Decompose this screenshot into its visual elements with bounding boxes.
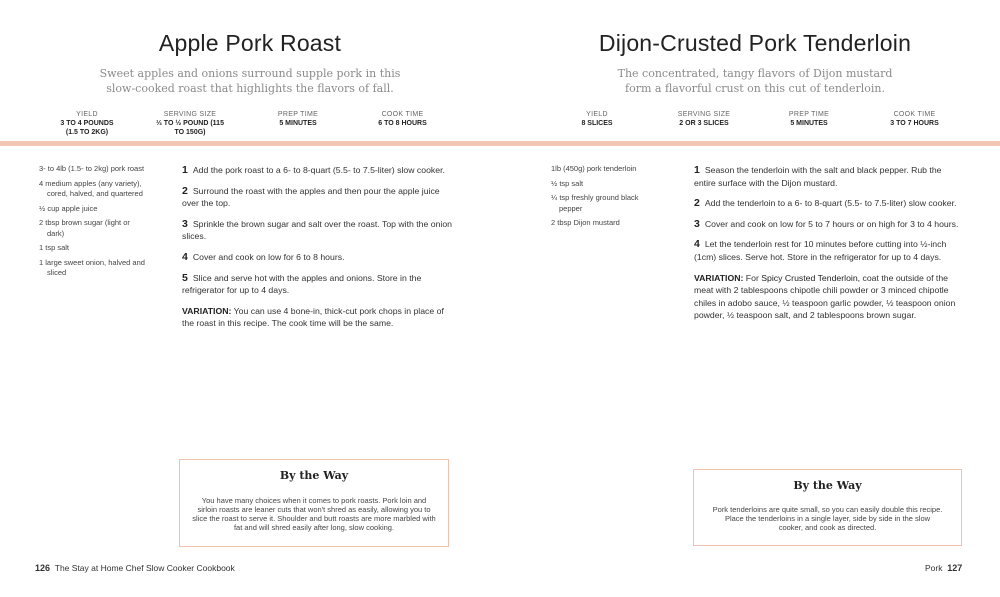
ingredient-item: 2 tbsp Dijon mustard <box>551 218 620 227</box>
ingredient-item: 2 tbsp brown sugar (light or dark) <box>39 218 130 238</box>
variation-text: You can use 4 bone-in, thick-cut pork chops in place of the roast in this recipe. The cook time will be the same. <box>182 305 444 329</box>
stat-cook-time <box>872 110 957 128</box>
by-the-way-box <box>179 459 449 547</box>
stat-serving-size <box>150 110 230 137</box>
instruction-step <box>182 272 452 297</box>
step-number: 2 <box>182 184 188 197</box>
stat-label: YIELD <box>76 111 98 118</box>
header-rule <box>0 141 500 146</box>
ingredient-list <box>39 164 149 283</box>
variation-note <box>182 305 452 330</box>
page-number: 127 <box>947 563 963 573</box>
step-text: Surround the roast with the apples and then pour the apple juice over the top. <box>182 185 440 209</box>
stat-label: COOK TIME <box>381 111 424 118</box>
ingredient-list <box>551 164 641 233</box>
ingredient-item: ½ cup apple juice <box>39 203 98 213</box>
instruction-step <box>694 238 964 263</box>
page-footer <box>925 563 962 573</box>
step-number: 4 <box>694 238 700 251</box>
page-footer <box>35 563 235 573</box>
stat-label: PREP TIME <box>788 111 830 118</box>
stat-serving-size <box>664 110 744 128</box>
ingredient-item: 3- to 4lb (1.5- to 2kg) pork roast <box>39 164 145 173</box>
step-number: 4 <box>182 250 188 263</box>
ingredient-item: ¼ tsp freshly ground black pepper <box>551 193 639 213</box>
step-number: 3 <box>182 217 188 230</box>
ingredient-item: ½ tsp salt <box>551 178 584 188</box>
box-title: By the Way <box>279 469 349 482</box>
step-text: Let the tenderloin rest for 10 minutes before cutting into ½-inch (1cm) slices. Serve hot. Store in the refrigerator for up to 4 days. <box>694 239 947 262</box>
stat-label: SERVING SIZE <box>163 111 217 118</box>
stat-cook-time <box>360 110 445 128</box>
stat-value: 6 TO 8 HOURS <box>378 120 427 127</box>
recipe-subtitle: The concentrated, tangy flavors of Dijon mustard form a flavorful crust on this cut of tenderloin. <box>617 67 893 95</box>
stat-value: 3 TO 7 HOURS <box>890 120 939 127</box>
step-text: Add the tenderloin to a 6- to 8-quart (5.5- to 7.5-liter) slow cooker. <box>704 198 957 209</box>
stat-value: ⅓ TO ½ POUND (115 TO 150G) <box>156 120 224 136</box>
variation-label: VARIATION: <box>694 272 744 283</box>
box-text: Pork tenderloins are quite small, so you can easily double this recipe. Place the tenderloins in a single layer, side by side in the slow cooker, and cook as directed. <box>712 505 943 532</box>
stat-label: COOK TIME <box>893 111 936 118</box>
ingredient-item: 1 large sweet onion, halved and sliced <box>39 257 145 277</box>
variation-text: coat the outside of the meat with 2 tablespoons chipotle chili powder or 3 minced chipotle chiles in adobo sauce, ½ teaspoon garlic powder, ½ teaspoon onion powder, ½ teaspoon salt, and 2 tablespoons brown sugar. <box>694 272 956 321</box>
stat-prep-time <box>769 110 849 128</box>
stat-value: 5 MINUTES <box>790 120 828 127</box>
instruction-step <box>182 164 452 177</box>
recipe-title: Apple Pork Roast <box>158 30 342 56</box>
stat-value: 3 TO 4 POUNDS (1.5 TO 2KG) <box>60 120 114 136</box>
step-number: 3 <box>694 217 700 230</box>
by-the-way-box <box>693 469 962 546</box>
instruction-step <box>694 164 964 189</box>
stat-label: YIELD <box>586 111 608 118</box>
step-number: 5 <box>182 271 188 284</box>
recipe-title: Dijon-Crusted Pork Tenderloin <box>598 30 912 56</box>
section-name: Pork <box>925 563 943 573</box>
stat-prep-time <box>258 110 338 128</box>
step-text: Season the tenderloin with the salt and black pepper. Rub the entire surface with the Dijon mustard. <box>694 165 942 188</box>
recipe-stats <box>500 110 1000 140</box>
page-number: 126 <box>35 563 51 573</box>
ingredient-item: 1lb (450g) pork tenderloin <box>551 164 637 173</box>
stat-value: 8 SLICES <box>581 120 613 127</box>
stat-label: SERVING SIZE <box>677 111 731 118</box>
ingredient-item: 1 tsp salt <box>39 243 70 252</box>
book-title: The Stay at Home Chef Slow Cooker Cookbook <box>54 563 235 573</box>
step-text: Cover and cook on low for 6 to 8 hours. <box>192 251 345 262</box>
instruction-step <box>694 197 964 210</box>
box-text: You have many choices when it comes to pork roasts. Pork loin and sirloin roasts are leaner cuts that won't shred as easily, allowing you to slice the roast to serve it. Shoulder and butt roasts are more marbled with fat and will shred easily after long, slow cooking. <box>192 496 436 532</box>
stat-value: 5 MINUTES <box>279 120 317 127</box>
right-page <box>500 0 1000 597</box>
step-number: 2 <box>694 197 700 210</box>
header-rule <box>500 141 1000 146</box>
step-text: Add the pork roast to a 6- to 8-quart (5.5- to 7.5-liter) slow cooker. <box>192 165 445 175</box>
instruction-list <box>182 164 452 330</box>
step-number: 1 <box>694 164 700 176</box>
step-text: Slice and serve hot with the apples and onions. Store in the refrigerator for up to 4 days. <box>182 272 422 296</box>
variation-name: Spicy Crusted Tenderloin, <box>761 272 861 283</box>
box-title: By the Way <box>793 479 862 492</box>
ingredient-item: 4 medium apples (any variety), cored, halved, and quartered <box>39 178 143 198</box>
stat-yield <box>562 110 632 128</box>
stat-label: PREP TIME <box>277 111 319 118</box>
recipe-subtitle: Sweet apples and onions surround supple pork in this slow-cooked roast that highlights the flavors of fall. <box>99 67 401 95</box>
instruction-step <box>182 185 452 210</box>
recipe-stats <box>0 110 500 140</box>
instruction-step <box>694 218 964 231</box>
instruction-step <box>182 251 452 264</box>
instruction-step <box>182 218 452 243</box>
stat-value: 2 OR 3 SLICES <box>679 120 729 127</box>
step-number: 1 <box>182 164 188 176</box>
variation-label: VARIATION: <box>182 305 232 316</box>
step-text: Sprinkle the brown sugar and salt over the roast. Top with the onion slices. <box>182 218 453 242</box>
variation-pre: For <box>743 272 762 283</box>
variation-note <box>694 272 964 322</box>
instruction-list <box>694 164 964 322</box>
step-text: Cover and cook on low for 5 to 7 hours or on high for 3 to 4 hours. <box>704 218 959 229</box>
stat-yield <box>52 110 122 137</box>
